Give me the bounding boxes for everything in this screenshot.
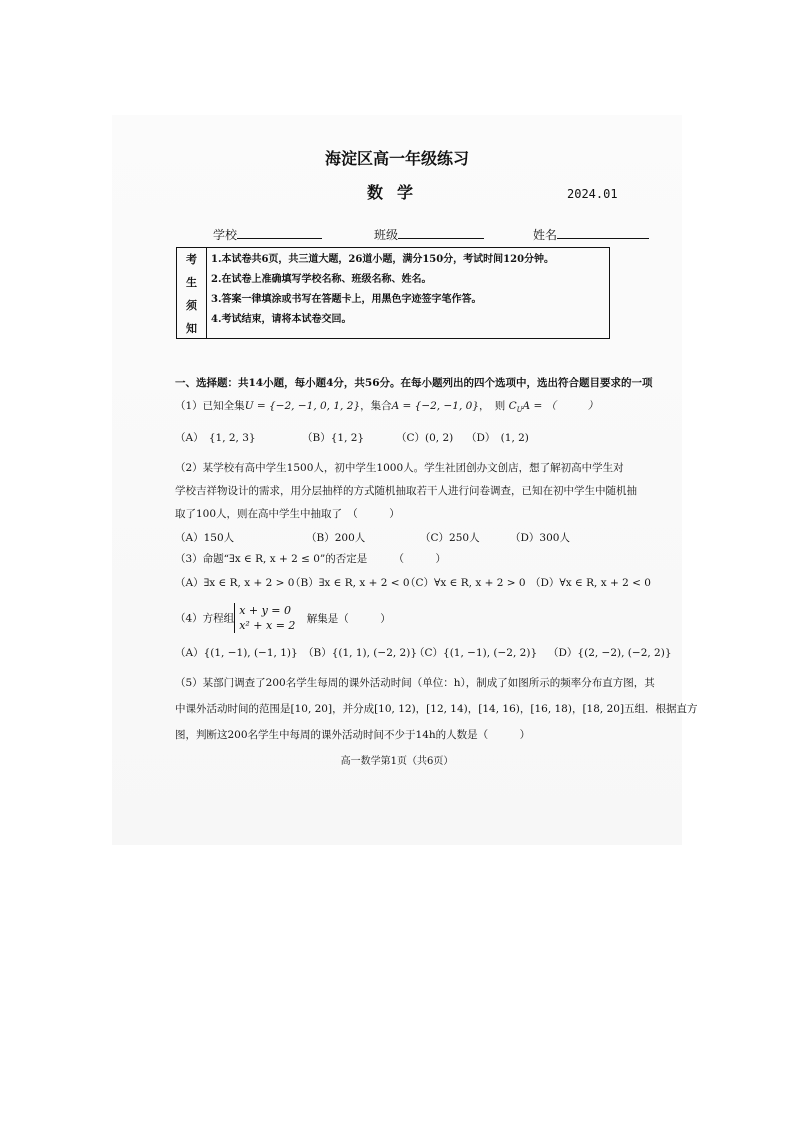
notice-heading-char: 知: [186, 322, 197, 335]
q2-option-d: （D）300人: [510, 532, 570, 544]
section-heading: 一、选择题：共14小题，每小题4分，共56分。在每小题列出的四个选项中，选出符合题目要求的一项: [175, 377, 653, 389]
q2-option-a: （A）150人: [175, 532, 235, 544]
q4-equation-1: x + y = 0: [239, 604, 292, 617]
name-field: [533, 226, 649, 243]
notice-rule: 4.考试结束，请将本试卷交回。: [211, 314, 352, 325]
q1-option-a: （A） {1, 2, 3}: [175, 432, 256, 444]
q4-text: （4）方程组: [175, 612, 235, 625]
q2-option-b: （B）200人: [306, 532, 366, 544]
q1-complement-subscript: U: [516, 406, 523, 415]
question-1-stem: [175, 398, 598, 414]
school-label: 学校: [213, 228, 238, 242]
q4-option-c: （C）{(1, −1), (−2, 2)}: [414, 647, 538, 659]
q5-stem-line: 中课外活动时间的范围是[10, 20]，并分成[10, 12)，[12, 14)，[14, 16)，[16, 18)，[18, 20]五组．根据直方: [175, 703, 698, 715]
q2-option-c: （C）250人: [420, 532, 480, 544]
name-label: 姓名: [533, 228, 558, 242]
q4-option-d: （D）{(2, −2), (−2, 2)}: [548, 647, 672, 659]
page-footer: 高一数学第1页（共6页）: [340, 756, 454, 767]
q4-stem: [175, 603, 391, 633]
notice-rule: 3.答案一律填涂或书写在答题卡上，用黑色字迹签字笔作答。: [211, 294, 482, 305]
q1-text: （1）已知全集: [175, 400, 245, 412]
notice-heading-char: 生: [186, 276, 197, 289]
q3-option-a: （A）∃x ∈ R, x + 2 > 0: [175, 577, 295, 589]
class-label: 班级: [374, 228, 399, 242]
q1-option-c: （C）(0, 2): [396, 432, 454, 444]
q2-stem-line: 学校吉祥物设计的需求，用分层抽样的方式随机抽取若干人进行问卷调查，已知在初中学生中随机抽: [175, 485, 637, 497]
q3-stem: （3）命题“∃x ∈ R, x + 2 ≤ 0”的否定是 （ ）: [175, 553, 447, 565]
q4-option-b: （B）{(1, 1), (−2, 2)}: [303, 647, 418, 659]
q5-stem-line: 图，判断这200名学生中每周的课外活动时间不少于14h的人数是（ ）: [175, 729, 531, 741]
q1-text: ，集合: [360, 400, 392, 412]
candidate-notice-box: [176, 247, 610, 339]
q1-complement-expr: A = （ ）: [522, 400, 599, 412]
notice-heading-char: 须: [186, 299, 197, 312]
q1-universal-set: U = {−2, −1, 0, 1, 2}: [244, 400, 361, 412]
q4-equation-system: [234, 603, 295, 633]
exam-date: 2024.01: [567, 187, 618, 201]
notice-rule: 2.在试卷上准确填写学校名称、班级名称、姓名。: [211, 274, 432, 285]
school-field: [213, 226, 322, 243]
name-blank: [557, 226, 649, 239]
q1-set-a: A = {−2, −1, 0}: [391, 400, 479, 412]
class-blank: [398, 226, 484, 239]
exam-title: 海淀区高一年级练习: [324, 149, 469, 168]
notice-rule: 1.本试卷共6页，共三道大题，26道小题，满分150分，考试时间120分钟。: [211, 254, 555, 265]
q1-option-d: （D） (1, 2): [466, 432, 529, 444]
q4-equation-2: x² + x = 2: [239, 619, 296, 632]
school-blank: [237, 226, 322, 239]
notice-heading: [177, 248, 207, 338]
q2-stem-line: （2）某学校有高中学生1500人，初中学生1000人。学生社团创办文创店，想了解初高中学生对: [175, 462, 624, 474]
q1-text: ， 则: [478, 400, 506, 412]
q4-tail: 解集是（ ）: [306, 612, 391, 625]
notice-heading-char: 考: [186, 253, 197, 266]
subject-title: 数学: [366, 183, 427, 202]
q3-option-d: （D）∀x ∈ R, x + 2 < 0: [530, 577, 651, 589]
q5-stem-line: （5）某部门调查了200名学生每周的课外活动时间（单位：h），制成了如图所示的频率分布直方图，其: [175, 677, 655, 689]
class-field: [374, 226, 484, 243]
q1-complement-symbol: C: [508, 400, 517, 412]
q2-stem-line: 取了100人，则在高中学生中抽取了 （ ）: [175, 508, 400, 520]
q4-option-a: （A）{(1, −1), (−1, 1)}: [175, 647, 298, 659]
notice-rules: [211, 252, 554, 332]
q3-option-c: （C）∀x ∈ R, x + 2 > 0: [405, 577, 526, 589]
q1-option-b: （B）{1, 2}: [302, 432, 365, 444]
q3-option-b: （B）∃x ∈ R, x + 2 < 0: [290, 577, 410, 589]
